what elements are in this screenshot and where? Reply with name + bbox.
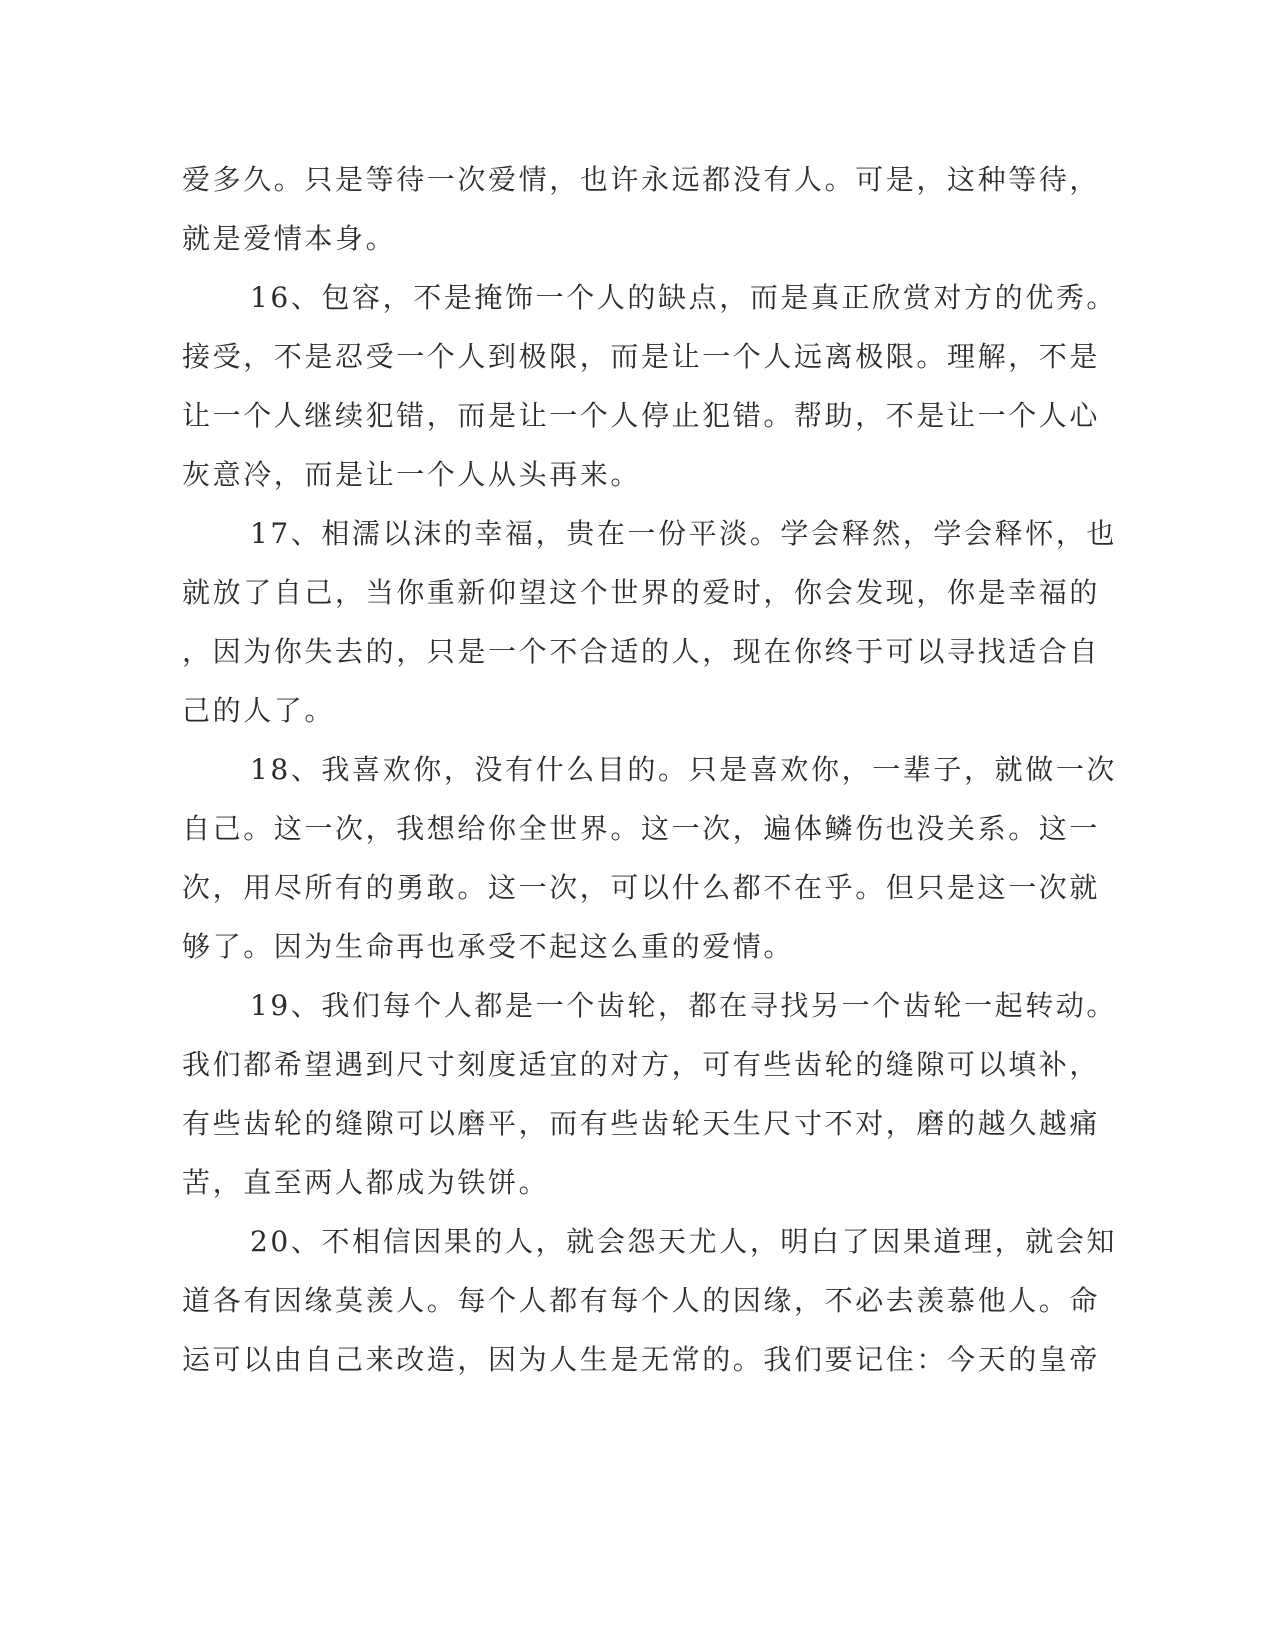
text-line: 爱多久。只是等待一次爱情，也许永远都没有人。可是，这种等待， (182, 163, 1101, 196)
paragraph-17-start: 17、相濡以沫的幸福，贵在一份平淡。学会释然，学会释怀，也 (250, 517, 1118, 550)
text-line: 苦，直至两人都成为铁饼。 (182, 1166, 550, 1199)
paragraph-16-start: 16、包容，不是掩饰一个人的缺点，而是真正欣赏对方的优秀。 (250, 281, 1118, 314)
text-line: ，因为你失去的，只是一个不合适的人，现在你终于可以寻找适合自 (182, 635, 1101, 668)
text-line: 运可以由自己来改造，因为人生是无常的。我们要记住：今天的皇帝 (182, 1343, 1101, 1376)
text-line: 灰意冷，而是让一个人从头再来。 (182, 458, 642, 491)
text-line: 次，用尽所有的勇敢。这一次，可以什么都不在乎。但只是这一次就 (182, 871, 1101, 904)
text-line: 够了。因为生命再也承受不起这么重的爱情。 (182, 930, 795, 963)
paragraph-18-start: 18、我喜欢你，没有什么目的。只是喜欢你，一辈子，就做一次 (250, 753, 1118, 786)
text-line: 让一个人继续犯错，而是让一个人停止犯错。帮助，不是让一个人心 (182, 399, 1101, 432)
text-line: 自己。这一次，我想给你全世界。这一次，遍体鳞伤也没关系。这一 (182, 812, 1101, 845)
text-line: 道各有因缘莫羡人。每个人都有每个人的因缘，不必去羡慕他人。命 (182, 1284, 1101, 1317)
paragraph-19-start: 19、我们每个人都是一个齿轮，都在寻找另一个齿轮一起转动。 (250, 989, 1118, 1022)
text-line: 己的人了。 (182, 694, 336, 727)
text-line: 有些齿轮的缝隙可以磨平，而有些齿轮天生尺寸不对，磨的越久越痛 (182, 1107, 1101, 1140)
paragraph-20-start: 20、不相信因果的人，就会怨天尤人，明白了因果道理，就会知 (250, 1225, 1118, 1258)
text-line: 接受，不是忍受一个人到极限，而是让一个人远离极限。理解，不是 (182, 340, 1101, 373)
text-line: 就放了自己，当你重新仰望这个世界的爱时，你会发现，你是幸福的 (182, 576, 1101, 609)
text-line: 我们都希望遇到尺寸刻度适宜的对方，可有些齿轮的缝隙可以填补， (182, 1048, 1101, 1081)
text-line: 就是爱情本身。 (182, 222, 397, 255)
